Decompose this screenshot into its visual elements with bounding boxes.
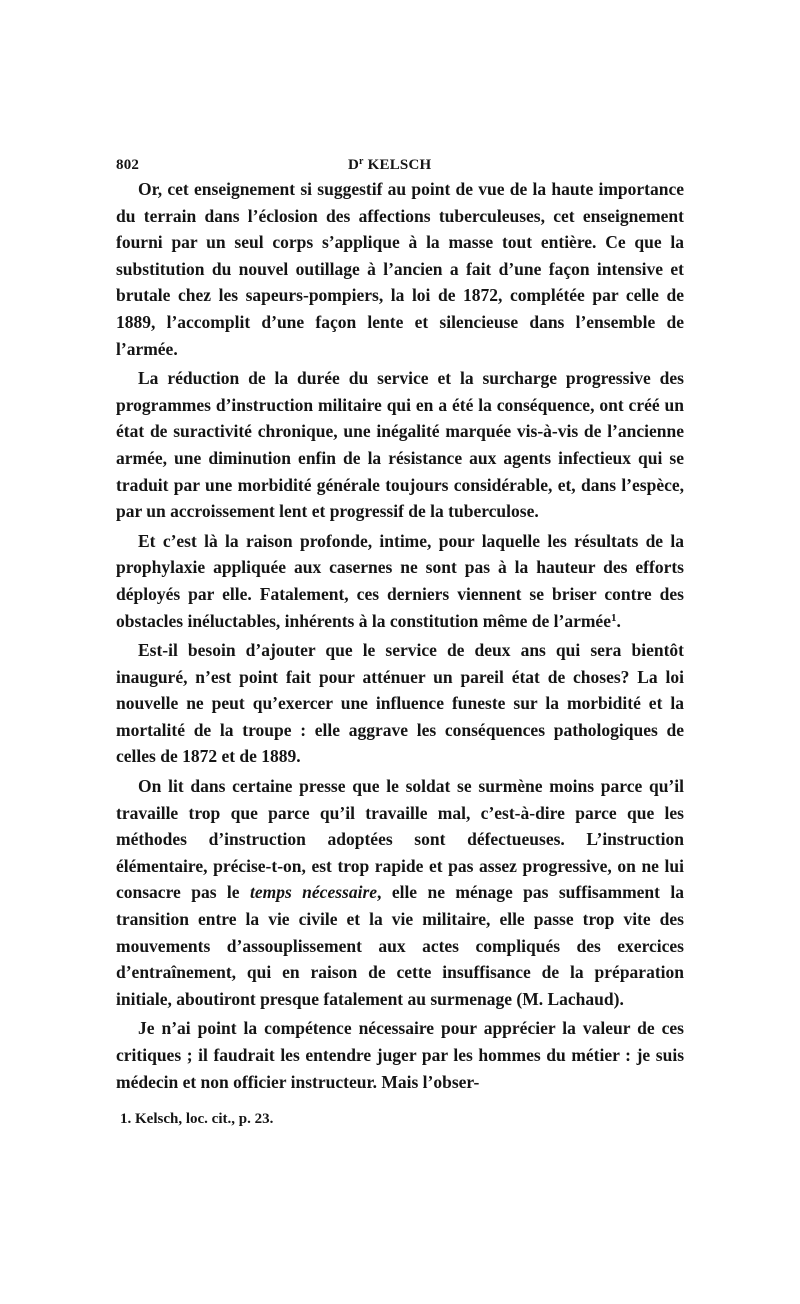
running-title	[348, 152, 431, 179]
paragraph-text-after: , elle ne ménage pas suffisamment la transition entre la vie civile et la vie militaire, elle passe trop vite des mouvements d’assouplissement aux actes compliqués des exercices d’entraînement, qui en raison de cette insuffisance de la préparation initiale, aboutiront presque fatalement au surmenage (M. Lachaud).	[116, 882, 684, 1009]
running-title-sup: r	[359, 156, 364, 167]
page-number: 802	[116, 157, 140, 173]
footnote	[116, 1109, 684, 1129]
paragraph-1	[116, 176, 684, 362]
document-page	[116, 150, 684, 1129]
paragraph-text: Est-il besoin d’ajouter que le service de deux ans qui sera bientôt inauguré, n’est point fait pour atténuer un pareil état de choses? La loi nouvelle ne peut qu’exercer une influence funeste sur la morbidité et la mortalité de la troupe : elle aggrave les conséquences pathologiques de celles de 1872 et de 1889.	[116, 640, 684, 767]
paragraph-4	[116, 637, 684, 770]
paragraph-3	[116, 528, 684, 634]
footnote-number: 1	[120, 1111, 128, 1128]
paragraph-text: Je n’ai point la compétence nécessaire pour apprécier la valeur de ces critiques ; il faudrait les entendre juger par les hommes du métier : je suis médecin et non officier instructeur. Mais l’obser-	[116, 1018, 684, 1092]
paragraph-text: La réduction de la durée du service et la surcharge progressive des programmes d’instruction militaire qui en a été la conséquence, ont créé un état de suractivité chronique, une inégalité marquée vis-à-vis de l’ancienne armée, une diminution enfin de la résistance aux agents infectieux qui se traduit par une morbidité générale toujours considérable, et, dans l’espèce, par un accroissement lent et progressif de la tuberculose.	[116, 368, 684, 522]
paragraph-text-before: On lit dans certaine presse que le soldat se surmène moins parce qu’il travaille trop que parce qu’il travaille mal, c’est-à-dire parce que les méthodes d’instruction adoptées sont défectueuses. L’instruction élémentaire, précise-t-on, est trop rapide et pas assez progressive, on ne lui consacre pas le	[116, 776, 684, 903]
italic-phrase: temps nécessaire	[249, 882, 378, 903]
paragraph-text-end: .	[616, 610, 621, 631]
paragraph-6	[116, 1015, 684, 1095]
running-header	[116, 150, 684, 176]
paragraph-text: Et c’est là la raison profonde, intime, pour laquelle les résultats de la prophylaxie appliquée aux casernes ne sont pas à la hauteur des efforts déployés par elle. Fatalement, ces derniers viennent se briser contre des obstacles inéluctables, inhérents à la constitution même de l’armée	[116, 530, 684, 631]
footnote-text: . Kelsch, loc. cit., p. 23.	[127, 1111, 274, 1128]
paragraph-text: Or, cet enseignement si suggestif au point de vue de la haute importance du terrain dans l’éclosion des affections tuberculeuses, cet enseignement fourni par un seul corps s’applique à la masse tout entière. Ce que la substitution du nouvel outillage à l’ancien a fait d’une façon intensive et brutale chez les sapeurs-pompiers, la loi de 1872, complétée par celle de 1889, l’accomplit d’une façon lente et silencieuse dans l’ensemble de l’armée.	[116, 179, 684, 359]
paragraph-5	[116, 773, 684, 1012]
paragraph-2	[116, 365, 684, 525]
running-title-name: KELSCH	[363, 157, 432, 173]
running-title-prefix: D	[348, 157, 360, 173]
footnote-reference: 1	[610, 611, 617, 624]
